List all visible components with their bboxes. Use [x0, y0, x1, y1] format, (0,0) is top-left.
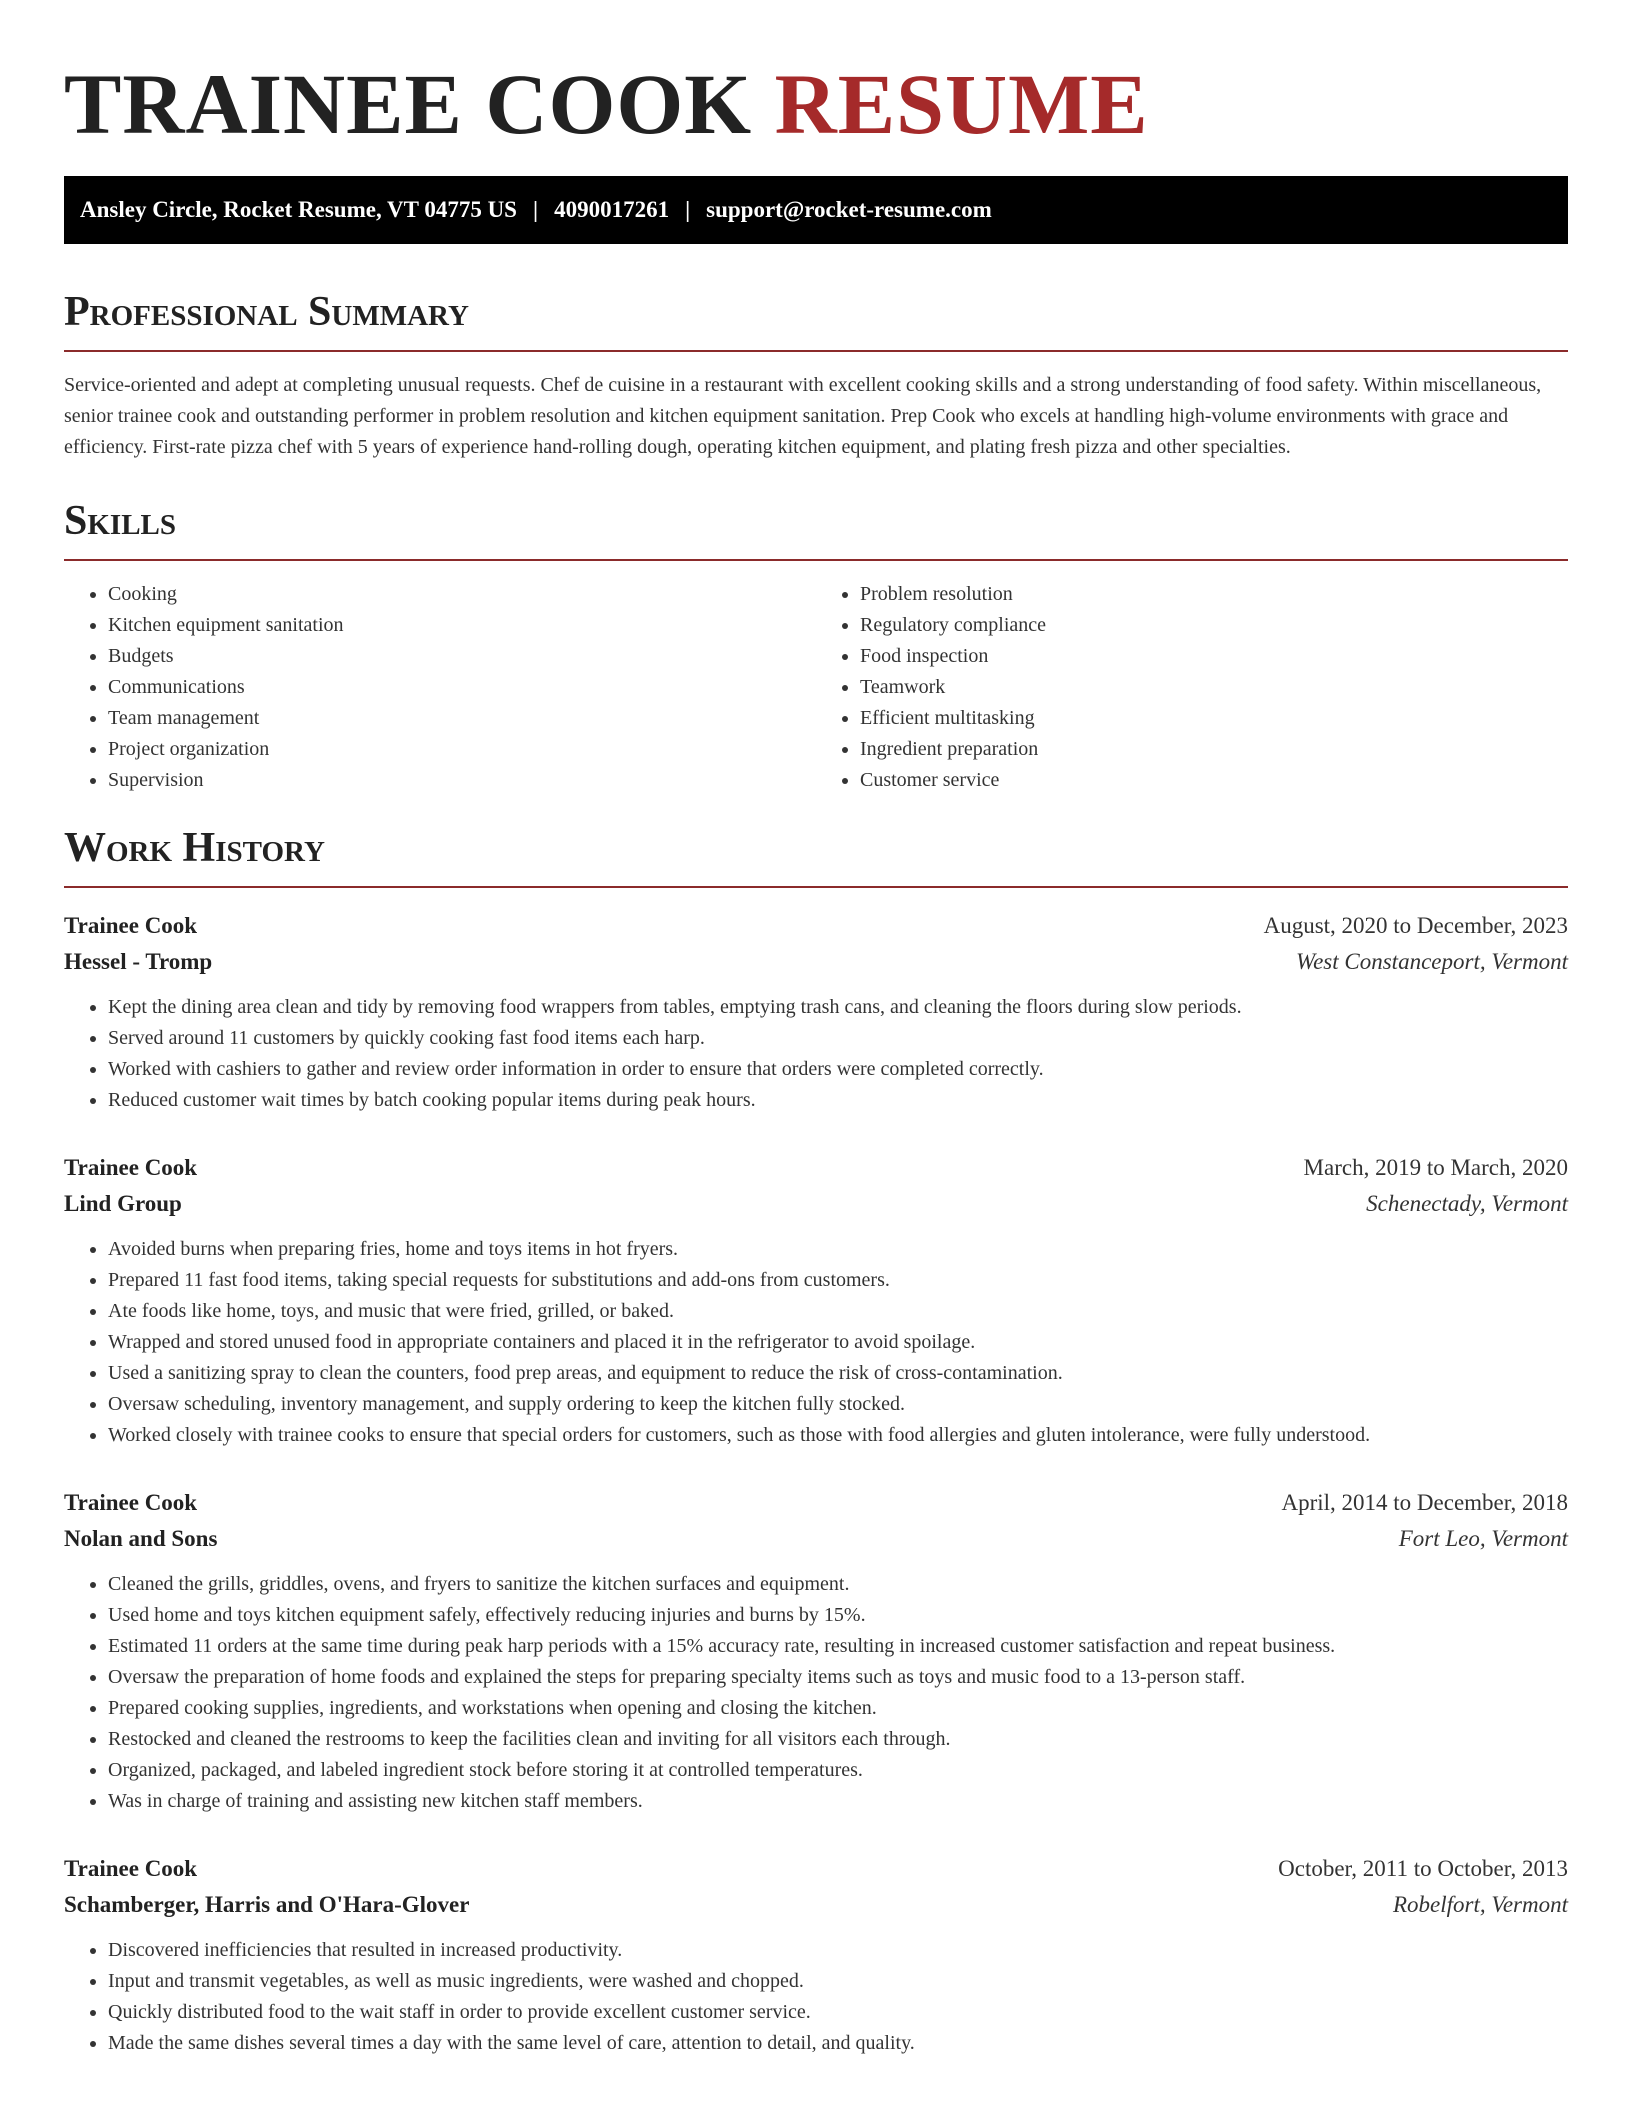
summary-section: [64, 286, 1568, 463]
job-bullet: • Restocked and cleaned the restrooms to keep the facilities clean and inviting for all visitors each through.: [108, 1724, 1568, 1755]
job-dates: August, 2020 to December, 2023: [1263, 913, 1568, 938]
skill-item: • Communications: [108, 672, 816, 703]
job-bullet-list: [64, 1569, 1568, 1817]
resume-title: [64, 0, 1568, 152]
job-dates: March, 2019 to March, 2020: [1303, 1155, 1568, 1180]
job-bullet-list: [64, 1234, 1568, 1451]
work-history-section: [64, 822, 1568, 2059]
job-bullet: • Ate foods like home, toys, and music that were fried, grilled, or baked.: [108, 1296, 1568, 1327]
job-entry: [64, 1150, 1568, 1451]
job-bullet: • Quickly distributed food to the wait staff in order to provide excellent customer service.: [108, 1997, 1568, 2028]
job-bullet: • Estimated 11 orders at the same time during peak harp periods with a 15% accuracy rate, resulting in increased customer satisfaction and repeat business.: [108, 1631, 1568, 1662]
job-location: Schenectady, Vermont: [1366, 1191, 1568, 1216]
skill-item: • Customer service: [860, 765, 1568, 796]
section-divider: [64, 559, 1568, 561]
job-dates: October, 2011 to October, 2013: [1278, 1856, 1568, 1881]
job-bullet: • Made the same dishes several times a day with the same level of care, attention to detail, and quality.: [108, 2028, 1568, 2059]
job-bullet: • Reduced customer wait times by batch cooking popular items during peak hours.: [108, 1085, 1568, 1116]
job-company: Hessel - Tromp: [64, 949, 213, 974]
skills-list-left: [64, 579, 816, 796]
skill-item: • Ingredient preparation: [860, 734, 1568, 765]
contact-separator: |: [685, 197, 691, 222]
job-bullet: • Worked with cashiers to gather and review order information in order to ensure that orders were completed correctly.: [108, 1054, 1568, 1085]
job-dates: April, 2014 to December, 2018: [1281, 1490, 1568, 1515]
skill-item: • Supervision: [108, 765, 816, 796]
job-bullet: • Avoided burns when preparing fries, home and toys items in hot fryers.: [108, 1234, 1568, 1265]
skills-list-right: [816, 579, 1568, 796]
summary-heading: Professional Summary: [64, 289, 469, 335]
skills-columns: [64, 579, 1568, 796]
skill-item: • Kitchen equipment sanitation: [108, 610, 816, 641]
job-bullet: • Was in charge of training and assisting new kitchen staff members.: [108, 1786, 1568, 1817]
title-accent: RESUME: [774, 56, 1149, 152]
job-entry: [64, 1851, 1568, 2059]
skill-item: • Teamwork: [860, 672, 1568, 703]
job-bullet: • Used home and toys kitchen equipment safely, effectively reducing injuries and burns by 15%.: [108, 1600, 1568, 1631]
job-title: Trainee Cook: [64, 1856, 198, 1881]
summary-text: Service-oriented and adept at completing unusual requests. Chef de cuisine in a restaurant with excellent cooking skills and a strong understanding of food safety. Within miscellaneous, senior trainee cook and outstanding performer in problem resolution and kitchen equipment sanitation. Prep Cook who excels at handling high-volume environments with grace and efficiency. First-rate pizza chef with 5 years of experience hand-rolling dough, operating kitchen equipment, and plating fresh pizza and other specialties.: [64, 374, 1542, 458]
skills-section: [64, 495, 1568, 796]
skill-item: • Budgets: [108, 641, 816, 672]
job-bullet: • Used a sanitizing spray to clean the counters, food prep areas, and equipment to reduce the risk of cross-contamination.: [108, 1358, 1568, 1389]
job-location: Robelfort, Vermont: [1392, 1892, 1568, 1917]
section-divider: [64, 350, 1568, 352]
job-bullet: • Cleaned the grills, griddles, ovens, and fryers to sanitize the kitchen surfaces and equipment.: [108, 1569, 1568, 1600]
job-bullet: • Organized, packaged, and labeled ingredient stock before storing it at controlled temperatures.: [108, 1755, 1568, 1786]
skill-item: • Project organization: [108, 734, 816, 765]
job-bullet: • Oversaw the preparation of home foods and explained the steps for preparing specialty items such as toys and music food to a 13-person staff.: [108, 1662, 1568, 1693]
skill-item: • Problem resolution: [860, 579, 1568, 610]
contact-address: Ansley Circle, Rocket Resume, VT 04775 US: [80, 197, 517, 222]
skill-item: • Team management: [108, 703, 816, 734]
job-entry: [64, 1485, 1568, 1817]
job-bullet: • Wrapped and stored unused food in appropriate containers and placed it in the refrigerator to avoid spoilage.: [108, 1327, 1568, 1358]
title-main: TRAINEE COOK: [64, 56, 753, 152]
skills-heading: Skills: [64, 498, 177, 544]
job-title: Trainee Cook: [64, 1155, 198, 1180]
job-entry: [64, 908, 1568, 1116]
skill-item: • Efficient multitasking: [860, 703, 1568, 734]
job-company: Lind Group: [64, 1191, 182, 1216]
job-bullet-list: [64, 992, 1568, 1116]
job-bullet: • Discovered inefficiencies that resulted in increased productivity.: [108, 1935, 1568, 1966]
job-bullet: • Kept the dining area clean and tidy by removing food wrappers from tables, emptying trash cans, and cleaning the floors during slow periods.: [108, 992, 1568, 1023]
contact-separator: |: [532, 197, 539, 222]
job-title: Trainee Cook: [64, 1490, 198, 1515]
section-divider: [64, 886, 1568, 888]
job-company: Schamberger, Harris and O'Hara-Glover: [64, 1892, 470, 1917]
skill-item: • Cooking: [108, 579, 816, 610]
contact-email[interactable]: support@rocket-resume.com: [706, 197, 992, 222]
job-bullet-list: [64, 1935, 1568, 2059]
job-bullet: • Oversaw scheduling, inventory management, and supply ordering to keep the kitchen fully stocked.: [108, 1389, 1568, 1420]
contact-bar: [64, 176, 1568, 244]
job-bullet: • Worked closely with trainee cooks to ensure that special orders for customers, such as those with food allergies and gluten intolerance, were fully understood.: [108, 1420, 1568, 1451]
contact-phone: 4090017261: [554, 197, 670, 222]
job-bullet: • Prepared 11 fast food items, taking special requests for substitutions and add-ons from customers.: [108, 1265, 1568, 1296]
job-location: West Constanceport, Vermont: [1296, 949, 1568, 974]
job-title: Trainee Cook: [64, 913, 198, 938]
job-location: Fort Leo, Vermont: [1398, 1526, 1568, 1551]
work-history-heading: Work History: [64, 825, 325, 871]
job-company: Nolan and Sons: [64, 1526, 218, 1551]
job-bullet: • Prepared cooking supplies, ingredients, and workstations when opening and closing the kitchen.: [108, 1693, 1568, 1724]
job-bullet: • Served around 11 customers by quickly cooking fast food items each harp.: [108, 1023, 1568, 1054]
skill-item: • Regulatory compliance: [860, 610, 1568, 641]
job-bullet: • Input and transmit vegetables, as well as music ingredients, were washed and chopped.: [108, 1966, 1568, 1997]
skill-item: • Food inspection: [860, 641, 1568, 672]
